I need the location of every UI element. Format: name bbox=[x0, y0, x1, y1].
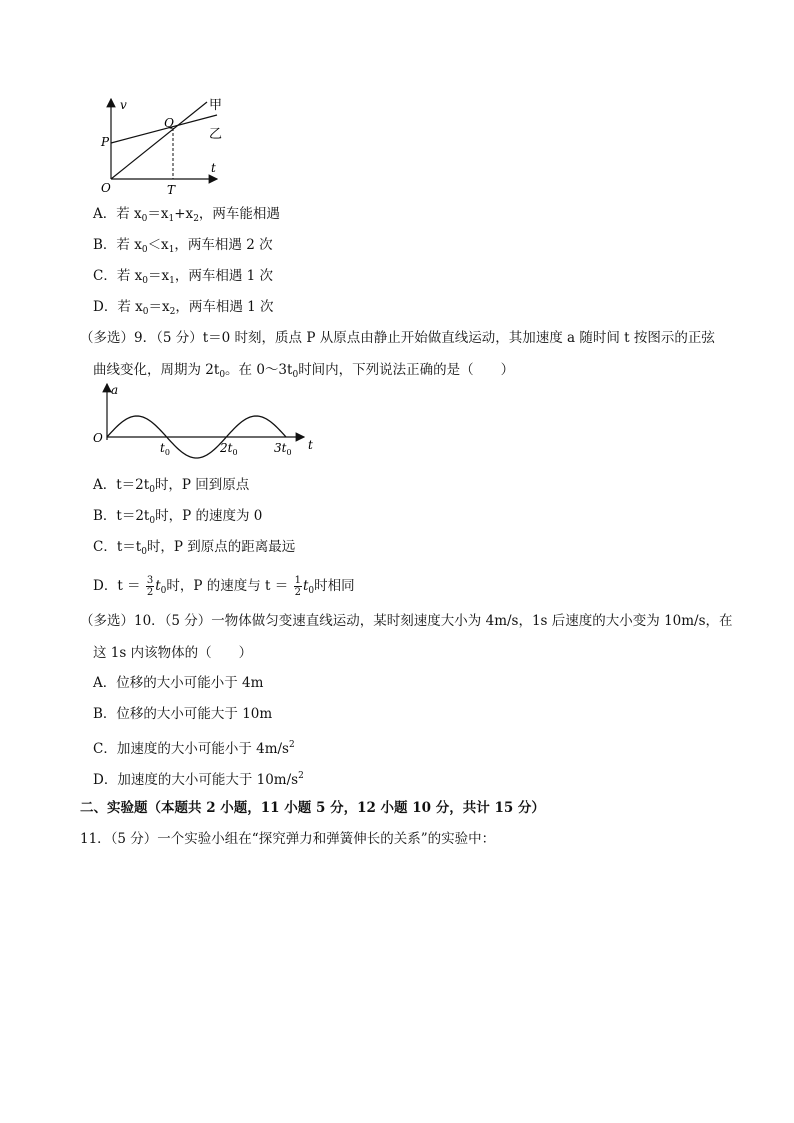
q9-option-d: D．t ＝ $\frac{3}{2}$ $t_0$时，P 的速度与 t ＝ $\frac{1}{2}$ $t_0$时相同 bbox=[93, 575, 355, 598]
q8-option-b: B．若 $x_0<x_1$，两车相遇 2 次 bbox=[93, 237, 273, 255]
vt-line-jia bbox=[111, 102, 207, 179]
at-label-a: a bbox=[111, 383, 119, 397]
vt-label-t: t bbox=[211, 161, 216, 175]
q10-option-c: C．加速度的大小可能小于 $4m/s^2$ bbox=[93, 740, 295, 757]
vt-label-v: v bbox=[120, 98, 127, 112]
vt-label-Q: Q bbox=[164, 116, 174, 130]
fraction-3-2: $\frac{3}{2}$ bbox=[146, 575, 154, 598]
q8-option-c: C．若 $x_0=x_1$，两车相遇 1 次 bbox=[93, 268, 273, 286]
q11-stem: 11．（5 分）一个实验小组在“探究弹力和弹簧伸长的关系”的实验中： bbox=[80, 831, 496, 847]
at-tick-t0: $t_0$ bbox=[160, 441, 170, 457]
q10-option-d: D．加速度的大小可能大于 $10m/s^2$ bbox=[93, 771, 304, 788]
q10-option-a: A．位移的大小可能小于 4m bbox=[93, 675, 264, 691]
q9-option-a: A．$t=2t_0$时，P 回到原点 bbox=[93, 477, 250, 495]
vt-graph bbox=[95, 95, 235, 197]
q10-stem-line2: 这 1s 内该物体的（ ） bbox=[93, 645, 253, 661]
q9-option-c: C．$t=t_0$时，P 到原点的距离最远 bbox=[93, 539, 296, 557]
q10-option-b: B．位移的大小可能大于 10m bbox=[93, 706, 273, 722]
q8-option-a: A．若 $x_0=x_1+x_2$，两车能相遇 bbox=[93, 206, 280, 224]
at-tick-3t0: $3t_0$ bbox=[274, 441, 292, 457]
at-label-t: t bbox=[308, 438, 313, 452]
q9-stem-line2: 曲线变化，周期为 $2t_0$。在 $0\sim 3t_0$时间内，下列说法正确的是（ ） bbox=[93, 362, 515, 380]
at-graph bbox=[90, 380, 330, 462]
vt-label-jia: 甲 bbox=[209, 98, 223, 113]
vt-label-T: T bbox=[167, 183, 176, 197]
section-heading-experiment: 二、实验题（本题共 2 小题，11 小题 5 分，12 小题 10 分，共计 15 分） bbox=[80, 800, 545, 816]
q8-option-d: D．若 $x_0=x_2$，两车相遇 1 次 bbox=[93, 299, 274, 317]
q9-stem-line1: （多选）9．（5 分）t＝0 时刻，质点 P 从原点由静止开始做直线运动，其加速度 a 随时间 t 按图示的正弦 bbox=[80, 330, 715, 346]
at-tick-2t0: $2t_0$ bbox=[220, 441, 238, 457]
vt-label-O: O bbox=[101, 181, 111, 195]
at-label-O: O bbox=[93, 431, 103, 445]
vt-label-yi: 乙 bbox=[209, 127, 223, 142]
vt-label-P: P bbox=[101, 135, 110, 149]
q10-stem-line1: （多选）10．（5 分）一物体做匀变速直线运动，某时刻速度大小为 4m/s，1s 后速度的大小变为 10m/s，在 bbox=[80, 613, 733, 629]
fraction-1-2: $\frac{1}{2}$ bbox=[294, 575, 301, 598]
q9-option-b: B．$t=2t_0$时，P 的速度为 0 bbox=[93, 508, 263, 526]
